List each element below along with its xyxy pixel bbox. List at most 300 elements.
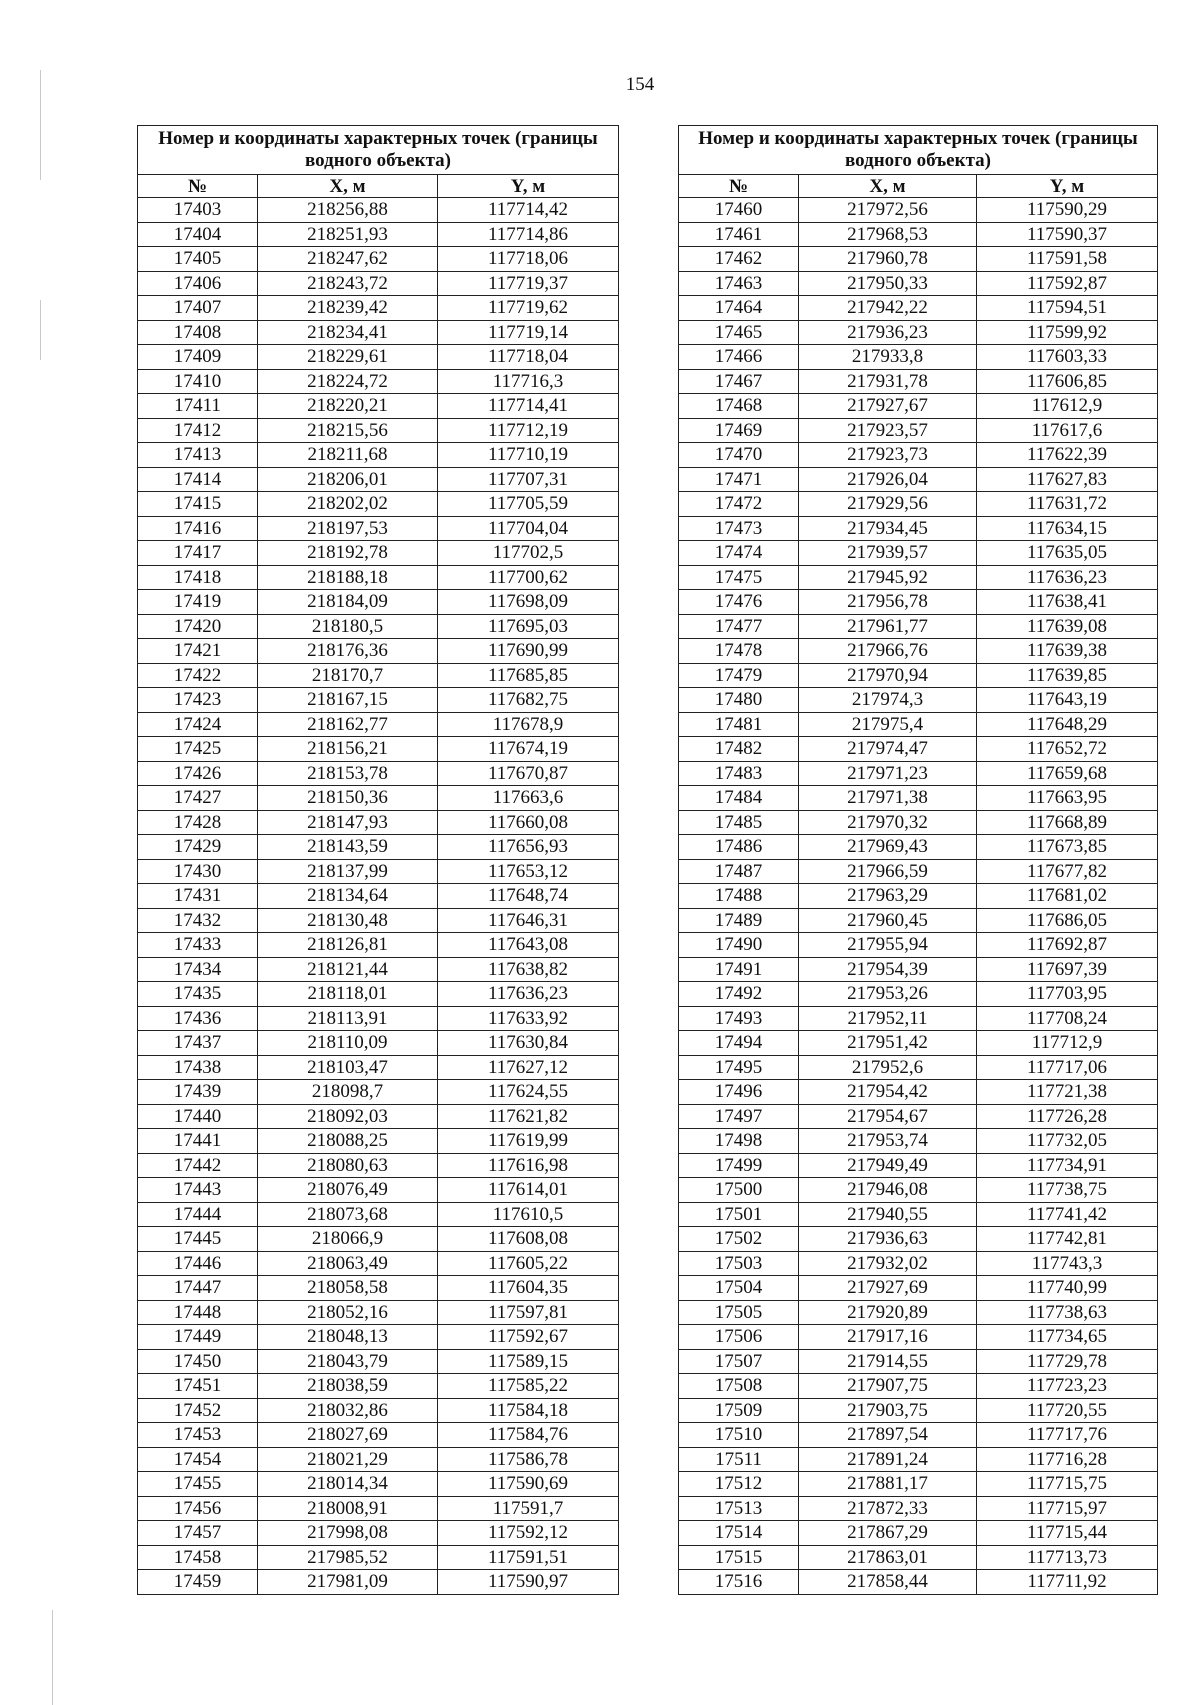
- point-number: 17477: [679, 614, 799, 639]
- point-number: 17426: [138, 761, 258, 786]
- point-number: 17464: [679, 296, 799, 321]
- point-number: 17510: [679, 1423, 799, 1448]
- table-row: [138, 663, 619, 688]
- point-number: 17441: [138, 1129, 258, 1154]
- x-coordinate: 217974,47: [799, 737, 977, 762]
- column-header-number: №: [138, 175, 258, 198]
- table-row: [138, 1129, 619, 1154]
- y-coordinate: 117738,75: [977, 1178, 1158, 1203]
- point-number: 17492: [679, 982, 799, 1007]
- y-coordinate: 117584,76: [438, 1423, 619, 1448]
- x-coordinate: 217974,3: [799, 688, 977, 713]
- x-coordinate: 217914,55: [799, 1349, 977, 1374]
- x-coordinate: 217954,67: [799, 1104, 977, 1129]
- y-coordinate: 117685,85: [438, 663, 619, 688]
- y-coordinate: 117624,55: [438, 1080, 619, 1105]
- y-coordinate: 117718,04: [438, 345, 619, 370]
- y-coordinate: 117700,62: [438, 565, 619, 590]
- table-row: [679, 1423, 1158, 1448]
- point-number: 17449: [138, 1325, 258, 1350]
- table-row: [679, 369, 1158, 394]
- y-coordinate: 117591,7: [438, 1496, 619, 1521]
- x-coordinate: 217954,39: [799, 957, 977, 982]
- x-coordinate: 217891,24: [799, 1447, 977, 1472]
- x-coordinate: 217939,57: [799, 541, 977, 566]
- y-coordinate: 117717,76: [977, 1423, 1158, 1448]
- table-title: Номер и координаты характерных точек (границы водного объекта): [679, 126, 1158, 175]
- table-row: [138, 467, 619, 492]
- point-number: 17513: [679, 1496, 799, 1521]
- table-row: [679, 1104, 1158, 1129]
- point-number: 17422: [138, 663, 258, 688]
- table-row: [679, 1545, 1158, 1570]
- x-coordinate: 218126,81: [258, 933, 438, 958]
- x-coordinate: 218251,93: [258, 222, 438, 247]
- y-coordinate: 117639,85: [977, 663, 1158, 688]
- y-coordinate: 117639,38: [977, 639, 1158, 664]
- x-coordinate: 217931,78: [799, 369, 977, 394]
- y-coordinate: 117592,67: [438, 1325, 619, 1350]
- table-row: [679, 1472, 1158, 1497]
- table-row: [679, 1447, 1158, 1472]
- y-coordinate: 117610,5: [438, 1202, 619, 1227]
- x-coordinate: 218156,21: [258, 737, 438, 762]
- y-coordinate: 117631,72: [977, 492, 1158, 517]
- x-coordinate: 218211,68: [258, 443, 438, 468]
- y-coordinate: 117715,75: [977, 1472, 1158, 1497]
- y-coordinate: 117616,98: [438, 1153, 619, 1178]
- point-number: 17506: [679, 1325, 799, 1350]
- point-number: 17460: [679, 198, 799, 223]
- point-number: 17456: [138, 1496, 258, 1521]
- point-number: 17442: [138, 1153, 258, 1178]
- point-number: 17470: [679, 443, 799, 468]
- table-row: [138, 957, 619, 982]
- y-coordinate: 117612,9: [977, 394, 1158, 419]
- y-coordinate: 117692,87: [977, 933, 1158, 958]
- point-number: 17473: [679, 516, 799, 541]
- table-row: [679, 761, 1158, 786]
- table-row: [138, 1202, 619, 1227]
- x-coordinate: 218180,5: [258, 614, 438, 639]
- point-number: 17478: [679, 639, 799, 664]
- table-row: [138, 1153, 619, 1178]
- point-number: 17508: [679, 1374, 799, 1399]
- table-row: [138, 639, 619, 664]
- point-number: 17499: [679, 1153, 799, 1178]
- point-number: 17472: [679, 492, 799, 517]
- point-number: 17450: [138, 1349, 258, 1374]
- y-coordinate: 117729,78: [977, 1349, 1158, 1374]
- table-row: [679, 933, 1158, 958]
- y-coordinate: 117710,19: [438, 443, 619, 468]
- table-row: [138, 369, 619, 394]
- x-coordinate: 217934,45: [799, 516, 977, 541]
- x-coordinate: 217920,89: [799, 1300, 977, 1325]
- table-row: [679, 1251, 1158, 1276]
- point-number: 17439: [138, 1080, 258, 1105]
- point-number: 17414: [138, 467, 258, 492]
- point-number: 17485: [679, 810, 799, 835]
- x-coordinate: 217927,67: [799, 394, 977, 419]
- point-number: 17479: [679, 663, 799, 688]
- point-number: 17455: [138, 1472, 258, 1497]
- table-row: [679, 786, 1158, 811]
- point-number: 17483: [679, 761, 799, 786]
- point-number: 17476: [679, 590, 799, 615]
- point-number: 17491: [679, 957, 799, 982]
- x-coordinate: 217975,4: [799, 712, 977, 737]
- x-coordinate: 217998,08: [258, 1521, 438, 1546]
- x-coordinate: 217953,26: [799, 982, 977, 1007]
- x-coordinate: 217863,01: [799, 1545, 977, 1570]
- table-row: [679, 590, 1158, 615]
- y-coordinate: 117627,83: [977, 467, 1158, 492]
- table-row: [138, 982, 619, 1007]
- y-coordinate: 117720,55: [977, 1398, 1158, 1423]
- column-header-y: Y, м: [977, 175, 1158, 198]
- y-coordinate: 117686,05: [977, 908, 1158, 933]
- x-coordinate: 217867,29: [799, 1521, 977, 1546]
- point-number: 17502: [679, 1227, 799, 1252]
- table-row: [679, 1325, 1158, 1350]
- table-row: [138, 1374, 619, 1399]
- y-coordinate: 117738,63: [977, 1300, 1158, 1325]
- x-coordinate: 218170,7: [258, 663, 438, 688]
- point-number: 17463: [679, 271, 799, 296]
- x-coordinate: 218021,29: [258, 1447, 438, 1472]
- x-coordinate: 218110,09: [258, 1031, 438, 1056]
- y-coordinate: 117717,06: [977, 1055, 1158, 1080]
- x-coordinate: 217971,23: [799, 761, 977, 786]
- point-number: 17495: [679, 1055, 799, 1080]
- point-number: 17421: [138, 639, 258, 664]
- y-coordinate: 117643,19: [977, 688, 1158, 713]
- table-row: [138, 443, 619, 468]
- column-header-x: X, м: [258, 175, 438, 198]
- x-coordinate: 217960,78: [799, 247, 977, 272]
- y-coordinate: 117627,12: [438, 1055, 619, 1080]
- x-coordinate: 218215,56: [258, 418, 438, 443]
- table-row: [138, 688, 619, 713]
- column-header-number: №: [679, 175, 799, 198]
- table-row: [138, 271, 619, 296]
- table-row: [138, 1349, 619, 1374]
- point-number: 17433: [138, 933, 258, 958]
- y-coordinate: 117621,82: [438, 1104, 619, 1129]
- point-number: 17431: [138, 884, 258, 909]
- y-coordinate: 117721,38: [977, 1080, 1158, 1105]
- table-row: [679, 1398, 1158, 1423]
- point-number: 17488: [679, 884, 799, 909]
- x-coordinate: 218008,91: [258, 1496, 438, 1521]
- x-coordinate: 217961,77: [799, 614, 977, 639]
- table-row: [138, 1300, 619, 1325]
- y-coordinate: 117716,28: [977, 1447, 1158, 1472]
- point-number: 17461: [679, 222, 799, 247]
- x-coordinate: 218206,01: [258, 467, 438, 492]
- table-row: [138, 247, 619, 272]
- y-coordinate: 117639,08: [977, 614, 1158, 639]
- table-row: [679, 1080, 1158, 1105]
- table-row: [679, 565, 1158, 590]
- table-row: [679, 271, 1158, 296]
- x-coordinate: 217950,33: [799, 271, 977, 296]
- table-title: Номер и координаты характерных точек (границы водного объекта): [138, 126, 619, 175]
- x-coordinate: 217954,42: [799, 1080, 977, 1105]
- x-coordinate: 218052,16: [258, 1300, 438, 1325]
- x-coordinate: 218167,15: [258, 688, 438, 713]
- x-coordinate: 218234,41: [258, 320, 438, 345]
- coordinates-table-right: [678, 125, 1158, 1595]
- point-number: 17425: [138, 737, 258, 762]
- y-coordinate: 117702,5: [438, 541, 619, 566]
- point-number: 17434: [138, 957, 258, 982]
- y-coordinate: 117586,78: [438, 1447, 619, 1472]
- table-row: [679, 614, 1158, 639]
- scan-artifact-line: [52, 1610, 53, 1705]
- table-row: [138, 884, 619, 909]
- table-row: [138, 1178, 619, 1203]
- y-coordinate: 117740,99: [977, 1276, 1158, 1301]
- point-number: 17465: [679, 320, 799, 345]
- y-coordinate: 117674,19: [438, 737, 619, 762]
- point-number: 17429: [138, 835, 258, 860]
- x-coordinate: 217926,04: [799, 467, 977, 492]
- coordinates-table-left: [137, 125, 619, 1595]
- y-coordinate: 117656,93: [438, 835, 619, 860]
- table-row: [679, 1300, 1158, 1325]
- point-number: 17500: [679, 1178, 799, 1203]
- y-coordinate: 117604,35: [438, 1276, 619, 1301]
- page-number: 154: [625, 74, 655, 95]
- table-row: [679, 1276, 1158, 1301]
- table-row: [679, 198, 1158, 223]
- point-number: 17504: [679, 1276, 799, 1301]
- table-row: [138, 1423, 619, 1448]
- x-coordinate: 218192,78: [258, 541, 438, 566]
- point-number: 17448: [138, 1300, 258, 1325]
- point-number: 17427: [138, 786, 258, 811]
- point-number: 17415: [138, 492, 258, 517]
- x-coordinate: 217966,59: [799, 859, 977, 884]
- table-row: [679, 1570, 1158, 1595]
- y-coordinate: 117659,68: [977, 761, 1158, 786]
- table-row: [679, 467, 1158, 492]
- y-coordinate: 117714,41: [438, 394, 619, 419]
- table-row: [138, 1104, 619, 1129]
- x-coordinate: 218027,69: [258, 1423, 438, 1448]
- table-row: [679, 737, 1158, 762]
- x-coordinate: 218043,79: [258, 1349, 438, 1374]
- x-coordinate: 218080,63: [258, 1153, 438, 1178]
- x-coordinate: 217942,22: [799, 296, 977, 321]
- x-coordinate: 217970,94: [799, 663, 977, 688]
- table-row: [138, 1570, 619, 1595]
- x-coordinate: 217955,94: [799, 933, 977, 958]
- point-number: 17484: [679, 786, 799, 811]
- x-coordinate: 217949,49: [799, 1153, 977, 1178]
- point-number: 17512: [679, 1472, 799, 1497]
- y-coordinate: 117591,51: [438, 1545, 619, 1570]
- x-coordinate: 218066,9: [258, 1227, 438, 1252]
- table-body: [138, 198, 619, 1595]
- x-coordinate: 218202,02: [258, 492, 438, 517]
- table-row: [679, 1055, 1158, 1080]
- point-number: 17471: [679, 467, 799, 492]
- point-number: 17412: [138, 418, 258, 443]
- x-coordinate: 217923,57: [799, 418, 977, 443]
- y-coordinate: 117592,12: [438, 1521, 619, 1546]
- table-row: [138, 810, 619, 835]
- table-row: [138, 198, 619, 223]
- x-coordinate: 217917,16: [799, 1325, 977, 1350]
- table-row: [138, 1521, 619, 1546]
- y-coordinate: 117743,3: [977, 1251, 1158, 1276]
- table-row: [138, 541, 619, 566]
- x-coordinate: 217897,54: [799, 1423, 977, 1448]
- table-row: [138, 712, 619, 737]
- point-number: 17451: [138, 1374, 258, 1399]
- table-row: [138, 1006, 619, 1031]
- table-row: [138, 1398, 619, 1423]
- y-coordinate: 117697,39: [977, 957, 1158, 982]
- y-coordinate: 117622,39: [977, 443, 1158, 468]
- table-row: [138, 1447, 619, 1472]
- x-coordinate: 217872,33: [799, 1496, 977, 1521]
- x-coordinate: 217945,92: [799, 565, 977, 590]
- y-coordinate: 117719,37: [438, 271, 619, 296]
- point-number: 17467: [679, 369, 799, 394]
- point-number: 17487: [679, 859, 799, 884]
- y-coordinate: 117635,05: [977, 541, 1158, 566]
- x-coordinate: 218224,72: [258, 369, 438, 394]
- table-row: [138, 492, 619, 517]
- x-coordinate: 217881,17: [799, 1472, 977, 1497]
- y-coordinate: 117726,28: [977, 1104, 1158, 1129]
- x-coordinate: 218153,78: [258, 761, 438, 786]
- x-coordinate: 218058,58: [258, 1276, 438, 1301]
- point-number: 17410: [138, 369, 258, 394]
- table-row: [679, 222, 1158, 247]
- x-coordinate: 218256,88: [258, 198, 438, 223]
- y-coordinate: 117715,97: [977, 1496, 1158, 1521]
- table-row: [138, 1055, 619, 1080]
- table-row: [138, 516, 619, 541]
- y-coordinate: 117734,65: [977, 1325, 1158, 1350]
- point-number: 17475: [679, 565, 799, 590]
- y-coordinate: 117638,82: [438, 957, 619, 982]
- table-row: [138, 1545, 619, 1570]
- y-coordinate: 117592,87: [977, 271, 1158, 296]
- y-coordinate: 117712,9: [977, 1031, 1158, 1056]
- point-number: 17440: [138, 1104, 258, 1129]
- y-coordinate: 117695,03: [438, 614, 619, 639]
- x-coordinate: 217927,69: [799, 1276, 977, 1301]
- table-row: [138, 737, 619, 762]
- point-number: 17481: [679, 712, 799, 737]
- table-row: [138, 1227, 619, 1252]
- y-coordinate: 117634,15: [977, 516, 1158, 541]
- point-number: 17468: [679, 394, 799, 419]
- point-number: 17407: [138, 296, 258, 321]
- point-number: 17428: [138, 810, 258, 835]
- y-coordinate: 117678,9: [438, 712, 619, 737]
- y-coordinate: 117630,84: [438, 1031, 619, 1056]
- x-coordinate: 217936,63: [799, 1227, 977, 1252]
- point-number: 17453: [138, 1423, 258, 1448]
- point-number: 17404: [138, 222, 258, 247]
- y-coordinate: 117648,29: [977, 712, 1158, 737]
- table-row: [679, 1349, 1158, 1374]
- table-row: [679, 296, 1158, 321]
- y-coordinate: 117614,01: [438, 1178, 619, 1203]
- x-coordinate: 218247,62: [258, 247, 438, 272]
- x-coordinate: 218038,59: [258, 1374, 438, 1399]
- point-number: 17419: [138, 590, 258, 615]
- point-number: 17403: [138, 198, 258, 223]
- y-coordinate: 117590,69: [438, 1472, 619, 1497]
- x-coordinate: 217951,42: [799, 1031, 977, 1056]
- x-coordinate: 218032,86: [258, 1398, 438, 1423]
- point-number: 17452: [138, 1398, 258, 1423]
- y-coordinate: 117708,24: [977, 1006, 1158, 1031]
- point-number: 17438: [138, 1055, 258, 1080]
- point-number: 17447: [138, 1276, 258, 1301]
- y-coordinate: 117636,23: [438, 982, 619, 1007]
- table-row: [138, 933, 619, 958]
- x-coordinate: 217940,55: [799, 1202, 977, 1227]
- point-number: 17501: [679, 1202, 799, 1227]
- table-row: [138, 590, 619, 615]
- x-coordinate: 217968,53: [799, 222, 977, 247]
- x-coordinate: 217981,09: [258, 1570, 438, 1595]
- x-coordinate: 218121,44: [258, 957, 438, 982]
- y-coordinate: 117677,82: [977, 859, 1158, 884]
- table-row: [679, 663, 1158, 688]
- x-coordinate: 218048,13: [258, 1325, 438, 1350]
- y-coordinate: 117619,99: [438, 1129, 619, 1154]
- point-number: 17413: [138, 443, 258, 468]
- x-coordinate: 218092,03: [258, 1104, 438, 1129]
- x-coordinate: 217971,38: [799, 786, 977, 811]
- point-number: 17480: [679, 688, 799, 713]
- x-coordinate: 217972,56: [799, 198, 977, 223]
- table-row: [679, 541, 1158, 566]
- y-coordinate: 117698,09: [438, 590, 619, 615]
- table-row: [138, 1496, 619, 1521]
- y-coordinate: 117653,12: [438, 859, 619, 884]
- y-coordinate: 117646,31: [438, 908, 619, 933]
- x-coordinate: 217923,73: [799, 443, 977, 468]
- x-coordinate: 218103,47: [258, 1055, 438, 1080]
- point-number: 17406: [138, 271, 258, 296]
- table-row: [138, 320, 619, 345]
- table-row: [138, 761, 619, 786]
- y-coordinate: 117719,14: [438, 320, 619, 345]
- y-coordinate: 117703,95: [977, 982, 1158, 1007]
- point-number: 17493: [679, 1006, 799, 1031]
- point-number: 17411: [138, 394, 258, 419]
- table-row: [679, 443, 1158, 468]
- point-number: 17409: [138, 345, 258, 370]
- y-coordinate: 117590,97: [438, 1570, 619, 1595]
- table-row: [679, 247, 1158, 272]
- x-coordinate: 217907,75: [799, 1374, 977, 1399]
- table-row: [679, 908, 1158, 933]
- point-number: 17497: [679, 1104, 799, 1129]
- y-coordinate: 117584,18: [438, 1398, 619, 1423]
